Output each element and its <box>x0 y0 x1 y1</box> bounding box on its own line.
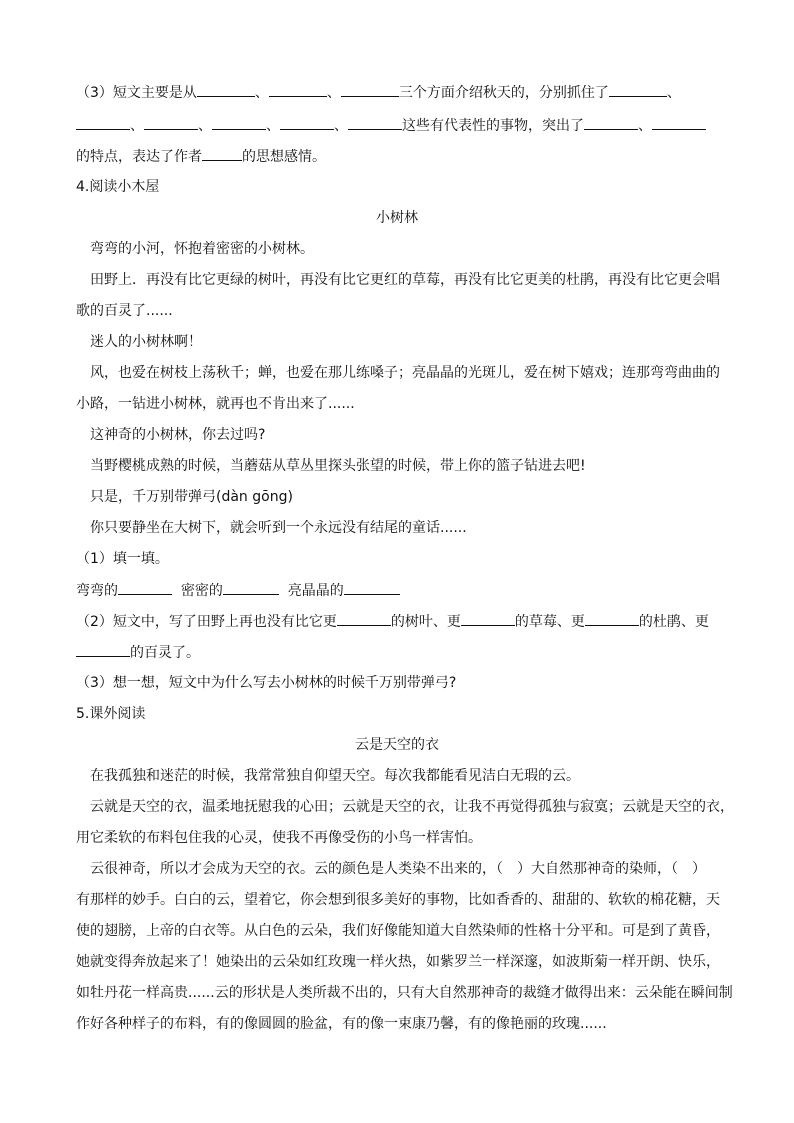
q5-line-6: 使的翅膀，上帝的白衣等。从白色的云朵，我们好像能知道大自然染师的性格十分平和。可是到了黄昏， <box>76 923 720 939</box>
q4-heading: 4.阅读小木屋 <box>76 179 160 195</box>
q4-para-3: 迷人的小树林啊！ <box>90 334 202 350</box>
answer-blank[interactable] <box>584 115 638 130</box>
q4-question-3: （3）想一想，短文中为什么写去小树林的时候千万别带弹弓? <box>76 675 457 691</box>
answer-blank[interactable] <box>197 82 255 97</box>
q4-para-7: 只是，千万别带弹弓(dàn gōng) <box>90 489 293 505</box>
answer-blank[interactable] <box>461 611 515 626</box>
answer-blank[interactable] <box>202 146 242 161</box>
answer-blank[interactable] <box>609 82 667 97</box>
q4-para-5: 这神奇的小树林，你去过吗? <box>90 427 266 443</box>
answer-blank[interactable] <box>585 611 639 626</box>
q4-para-1: 弯弯的小河，怀抱着密密的小树林。 <box>90 241 314 257</box>
q4-para-4b: 小路，一钻进小树林，就再也不肯出来了...... <box>76 396 355 412</box>
q5-line-3: 用它柔软的布料包住我的心灵，使我不再像受伤的小鸟一样害怕。 <box>76 830 482 846</box>
question-text: 的特点，表达了作者 <box>76 149 202 165</box>
q5-line-5: 有那样的妙手。白白的云，望着它，你会想到很多美好的事物，比如香香的、甜甜的、软软的棉花糖，天 <box>76 892 720 908</box>
question-text: 这些有代表性的事物，突出了 <box>402 118 584 134</box>
q4-para-8: 你只要静坐在大树下，就会听到一个永远没有结尾的童话...... <box>90 520 467 536</box>
q5-title: 云是天空的衣 <box>355 737 439 753</box>
question-number: （3） <box>76 85 113 101</box>
q4-question-1: （1）填一填。 <box>76 551 169 567</box>
q4-para-2a: 田野上．再没有比它更绿的树叶，再没有比它更红的草莓，再没有比它更美的杜鹃，再没有比它更会唱 <box>90 272 720 288</box>
answer-blank[interactable] <box>144 115 198 130</box>
q5-line-8: 如牡丹花一样高贵......云的形状是人类所裁不出的，只有大自然那神奇的裁缝才做得出来：云朵能在瞬间制 <box>76 985 733 1001</box>
q5-heading: 5.课外阅读 <box>76 706 146 722</box>
q3-line-1: （3）短文主要是从 、 、 三个方面介绍秋天的，分别抓住了 、 <box>76 82 681 103</box>
q5-line-7: 她就变得奔放起来了！她染出的云朵如红玫瑰一样火热，如紫罗兰一样深邃，如波斯菊一样开朗、快乐， <box>76 954 720 970</box>
q5-line-1: 在我孤独和迷茫的时候，我常常独自仰望天空。每次我都能看见洁白无瑕的云。 <box>90 768 580 784</box>
answer-blank[interactable] <box>118 580 172 595</box>
q4-question-2b: 的百灵了。 <box>76 642 200 663</box>
answer-blank[interactable] <box>348 115 402 130</box>
q5-line-4: 云很神奇，所以才会成为天空的衣。云的颜色是人类染不出来的，（ ）大自然那神奇的染师，（ ） <box>90 861 706 877</box>
question-text: 的思想感情。 <box>242 149 326 165</box>
q4-para-2b: 歌的百灵了...... <box>76 303 173 319</box>
q3-line-2: 、 、 、 、 这些有代表性的事物，突出了 、 <box>76 115 706 136</box>
answer-blank[interactable] <box>223 580 279 595</box>
q4-title: 小树林 <box>376 210 418 226</box>
answer-blank[interactable] <box>344 580 400 595</box>
answer-blank[interactable] <box>652 115 706 130</box>
answer-blank[interactable] <box>269 82 327 97</box>
q4-fill-line: 弯弯的 密密的 亮晶晶的 <box>76 580 400 601</box>
q4-question-2a: （2）短文中，写了田野上再也没有比它更 的树叶、更 的草莓、更 的杜鹃、更 <box>76 611 709 632</box>
answer-blank[interactable] <box>337 611 391 626</box>
answer-blank[interactable] <box>76 115 130 130</box>
answer-blank[interactable] <box>76 642 130 657</box>
q3-line-3 <box>76 146 326 167</box>
q5-line-2: 云就是天空的衣，温柔地抚慰我的心田；云就是天空的衣，让我不再觉得孤独与寂寞；云就是天空的衣， <box>90 799 734 815</box>
question-text: 短文主要是从 <box>112 85 197 101</box>
question-text: 三个方面介绍秋天的，分别抓住了 <box>398 85 609 101</box>
answer-blank[interactable] <box>212 115 266 130</box>
q4-para-4a: 风，也爱在树枝上荡秋千；蝉，也爱在那儿练嗓子；亮晶晶的光斑儿，爱在树下嬉戏；连那弯弯曲曲的 <box>90 365 720 381</box>
answer-blank[interactable] <box>341 82 399 97</box>
answer-blank[interactable] <box>280 115 334 130</box>
q5-line-9: 作好各种样子的布料，有的像圆圆的脸盆，有的像一束康乃馨，有的像艳丽的玫瑰...... <box>76 1016 607 1032</box>
q4-para-6: 当野樱桃成熟的时候，当蘑菇从草丛里探头张望的时候，带上你的篮子钻进去吧! <box>90 458 586 474</box>
